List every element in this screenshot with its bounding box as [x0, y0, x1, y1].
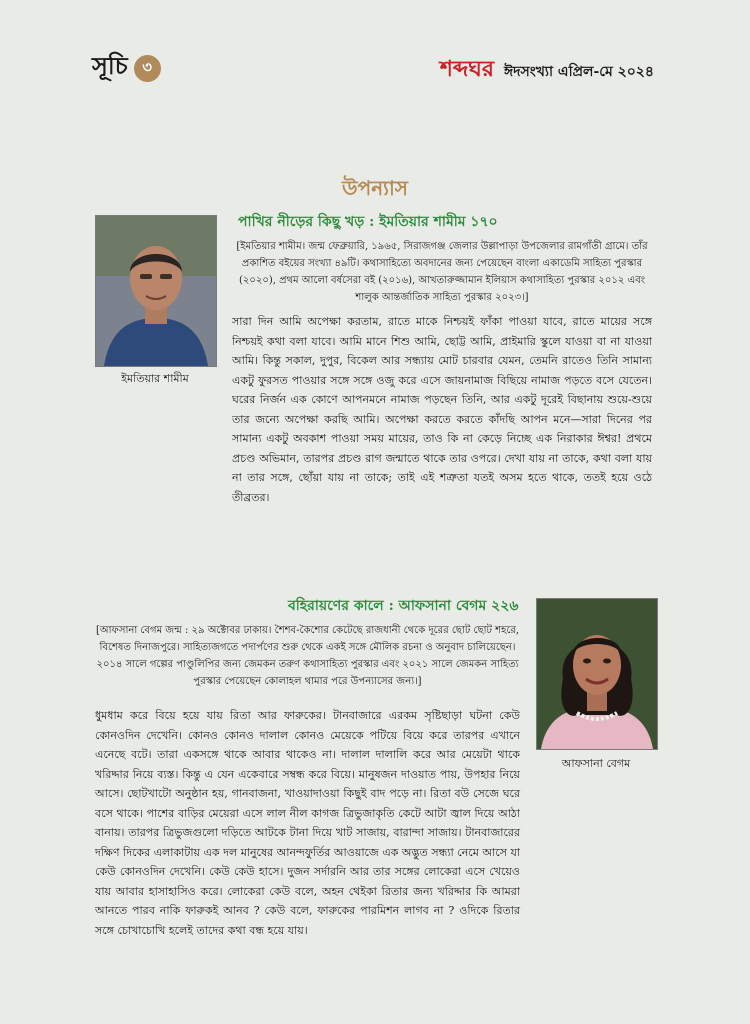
author-portrait-icon — [537, 599, 657, 749]
page-number-badge: ৩ — [134, 55, 161, 82]
entry-title[interactable]: পাখির নীড়ের কিছু খড় : ইমতিয়ার শামীম ১৭০ — [238, 214, 498, 230]
issue-label: ঈদসংখ্যা এপ্রিল-মে ২০২৪ — [503, 64, 654, 80]
header-right — [440, 52, 654, 89]
author-photo — [95, 215, 217, 367]
photo-caption: আফসানা বেগম — [561, 757, 631, 770]
excerpt-text: ধুমধাম করে বিয়ে হয়ে যায় রিতা আর ফারুকের। টানবাজারে এরকম সৃষ্টিছাড়া ঘটনা কেউ কোনওদিন দেখেনি। কোনও কোনও দালাল কোনও মেয়েকে পটিয়ে বিয়ে করে তারপর এখানে এনেছে বটে। তারা একসঙ্গে থাকে আবার থাকেও না। দালাল দালালি করে আর মেয়েটা থাকে খরিদ্দার নিয়ে ব্যস্ত। কিন্তু এ যেন একেবারে সম্বন্ধ করে বিয়ে। মানুষজন দাওয়াত পায়, উপহার নিয়ে আসে। ছোটখাটো অনুষ্ঠান হয়, গানবাজনা, খাওয়াদাওয়া কিছুই বাদ পড়ে না। রিতা বউ সেজে ঘরে বসে থাকে। পাশের বাড়ির মেয়েরা এসে লাল নীল কাগজ ত্রিভুজাকৃতি কেটে আটা জ্বাল দিয়ে আঠা বানায়। তারপর ত্রিভুজগুলো দড়িতে আটকে টানা দিয়ে খাট সাজায়, বারান্দা সাজায়। টানবাজারের দক্ষিণ দিকের এলাকাটায় এক দল মানুষের আনন্দফুর্তির আওয়াজে এক অদ্ভুত সন্ধ্যা নেমে আসে যা কেউ কোনওদিন দেখেনি। কেউ কেউ হাসে। দুজন সর্দারনি আর তার সঙ্গের লোকেরা এসে খেয়েও যায় আবার হাসাহাসিও করে। লোকেরা কেউ বলে, অহন থেইকা রিতার জন্য খরিদ্দার কি আমরা আনতে পারব নাকি ফারুকই আনব ? কেউ বলে, ফারুকের পারমিশন লাগব না ? ওদিকে রিতার সঙ্গে চোখাচোখি হলেই তাদের কথা বন্ধ হয়ে যায়। — [95, 709, 520, 937]
excerpt-text: সারা দিন আমি অপেক্ষা করতাম, রাতে মাকে নিশ্চয়ই ফাঁকা পাওয়া যাবে, রাতে মায়ের সঙ্গে নিশ্চয়ই কথা বলা যাবে। আমি মানে শিশু আমি, ছোট্ট আমি, প্রাইমারি স্কুলে যাওয়া বা না যাওয়া আমি। কিন্তু সকাল, দুপুর, বিকেল আর সন্ধ্যায় মোট চারবার যেমন, তেমনি রাতেও তিনি সামান্য একটু ফুরসত পাওয়ার সঙ্গে সঙ্গে ওজু করে এসে জায়নামাজ বিছিয়ে নামাজ পড়তে বসে যেতেন। ঘরের নির্জন এক কোণে আপনমনে নামাজ পড়ছেন তিনি, আর একটু দূরেই বিছানায় শুয়ে-শুয়ে তার জন্যে অপেক্ষা করছি আমি। অপেক্ষা করতে করতে কাঁদছি আপন মনে—সারা দিনের পর সামান্য একটু অবকাশ পাওয়া সময় মায়ের, তাও কি না কেড়ে নিচ্ছে এক নিরাকার ঈশ্বর! প্রথমে প্রচণ্ড অভিমান, তারপর প্রচণ্ড রাগ জন্মাতে থাকে তার ওপরে। দেখা যায় না তাকে, কথা বলা যায় না তার সঙ্গে, ছোঁয়া যায় না তাকে; তাই এই শত্রুতা যতই অসম হতে থাকে, ততই হয়ে ওঠে তীব্রতর। — [232, 315, 652, 504]
author-bio: [আফসানা বেগম জন্ম : ২৯ অক্টোবর ঢাকায়। শৈশব-কৈশোর কেটেছে রাজধানী থেকে দূরের ছোট ছোট শহরে, বিশেষত দিনাজপুরে। সাহিত্যজগতে পদার্পণের শুরু থেকে একই সঙ্গে মৌলিক রচনা ও অনুবাদ চালিয়েছেন। ২০১৪ সালে গল্পের পাণ্ডুলিপির জন্য জেমকন তরুণ কথাসাহিত্য পুরস্কার এবং ২০২১ সালে জেমকন সাহিত্য পুরস্কার পেয়েছেন কোলাহল থামার পরে উপন্যাসের জন্য।] — [95, 625, 520, 687]
author-portrait-icon — [96, 216, 216, 366]
header-left — [92, 48, 161, 88]
author-bio: [ইমতিয়ার শামীম। জন্ম ফেব্রুয়ারি, ১৯৬৫, সিরাজগঞ্জ জেলার উল্লাপাড়া উপজেলার রামগাঁতী গ্রামে। তাঁর প্রকাশিত বইয়ের সংখ্যা ৪৯টি। কথাসাহিত্যে অবদানের জন্য পেয়েছেন বাংলা একাডেমি সাহিত্য পুরস্কার (২০২০), প্রথম আলো বর্ষসেরা বই (২০১৬), আখতারুজ্জামান ইলিয়াস কথাসাহিত্য পুরস্কার ২০১২ এবং শালুক আন্তর্জাতিক সাহিত্য পুরস্কার ২০২৩।] — [236, 241, 648, 303]
section-title: উপন্যাস — [342, 176, 408, 200]
photo-caption: ইমতিয়ার শামীম — [121, 372, 189, 385]
author-photo — [536, 598, 658, 750]
contents-label: সূচি — [92, 51, 128, 80]
entry-title[interactable]: বহিরায়ণের কালে : আফসানা বেগম ২২৬ — [288, 598, 519, 614]
magazine-logo: শব্দঘর — [439, 56, 494, 82]
